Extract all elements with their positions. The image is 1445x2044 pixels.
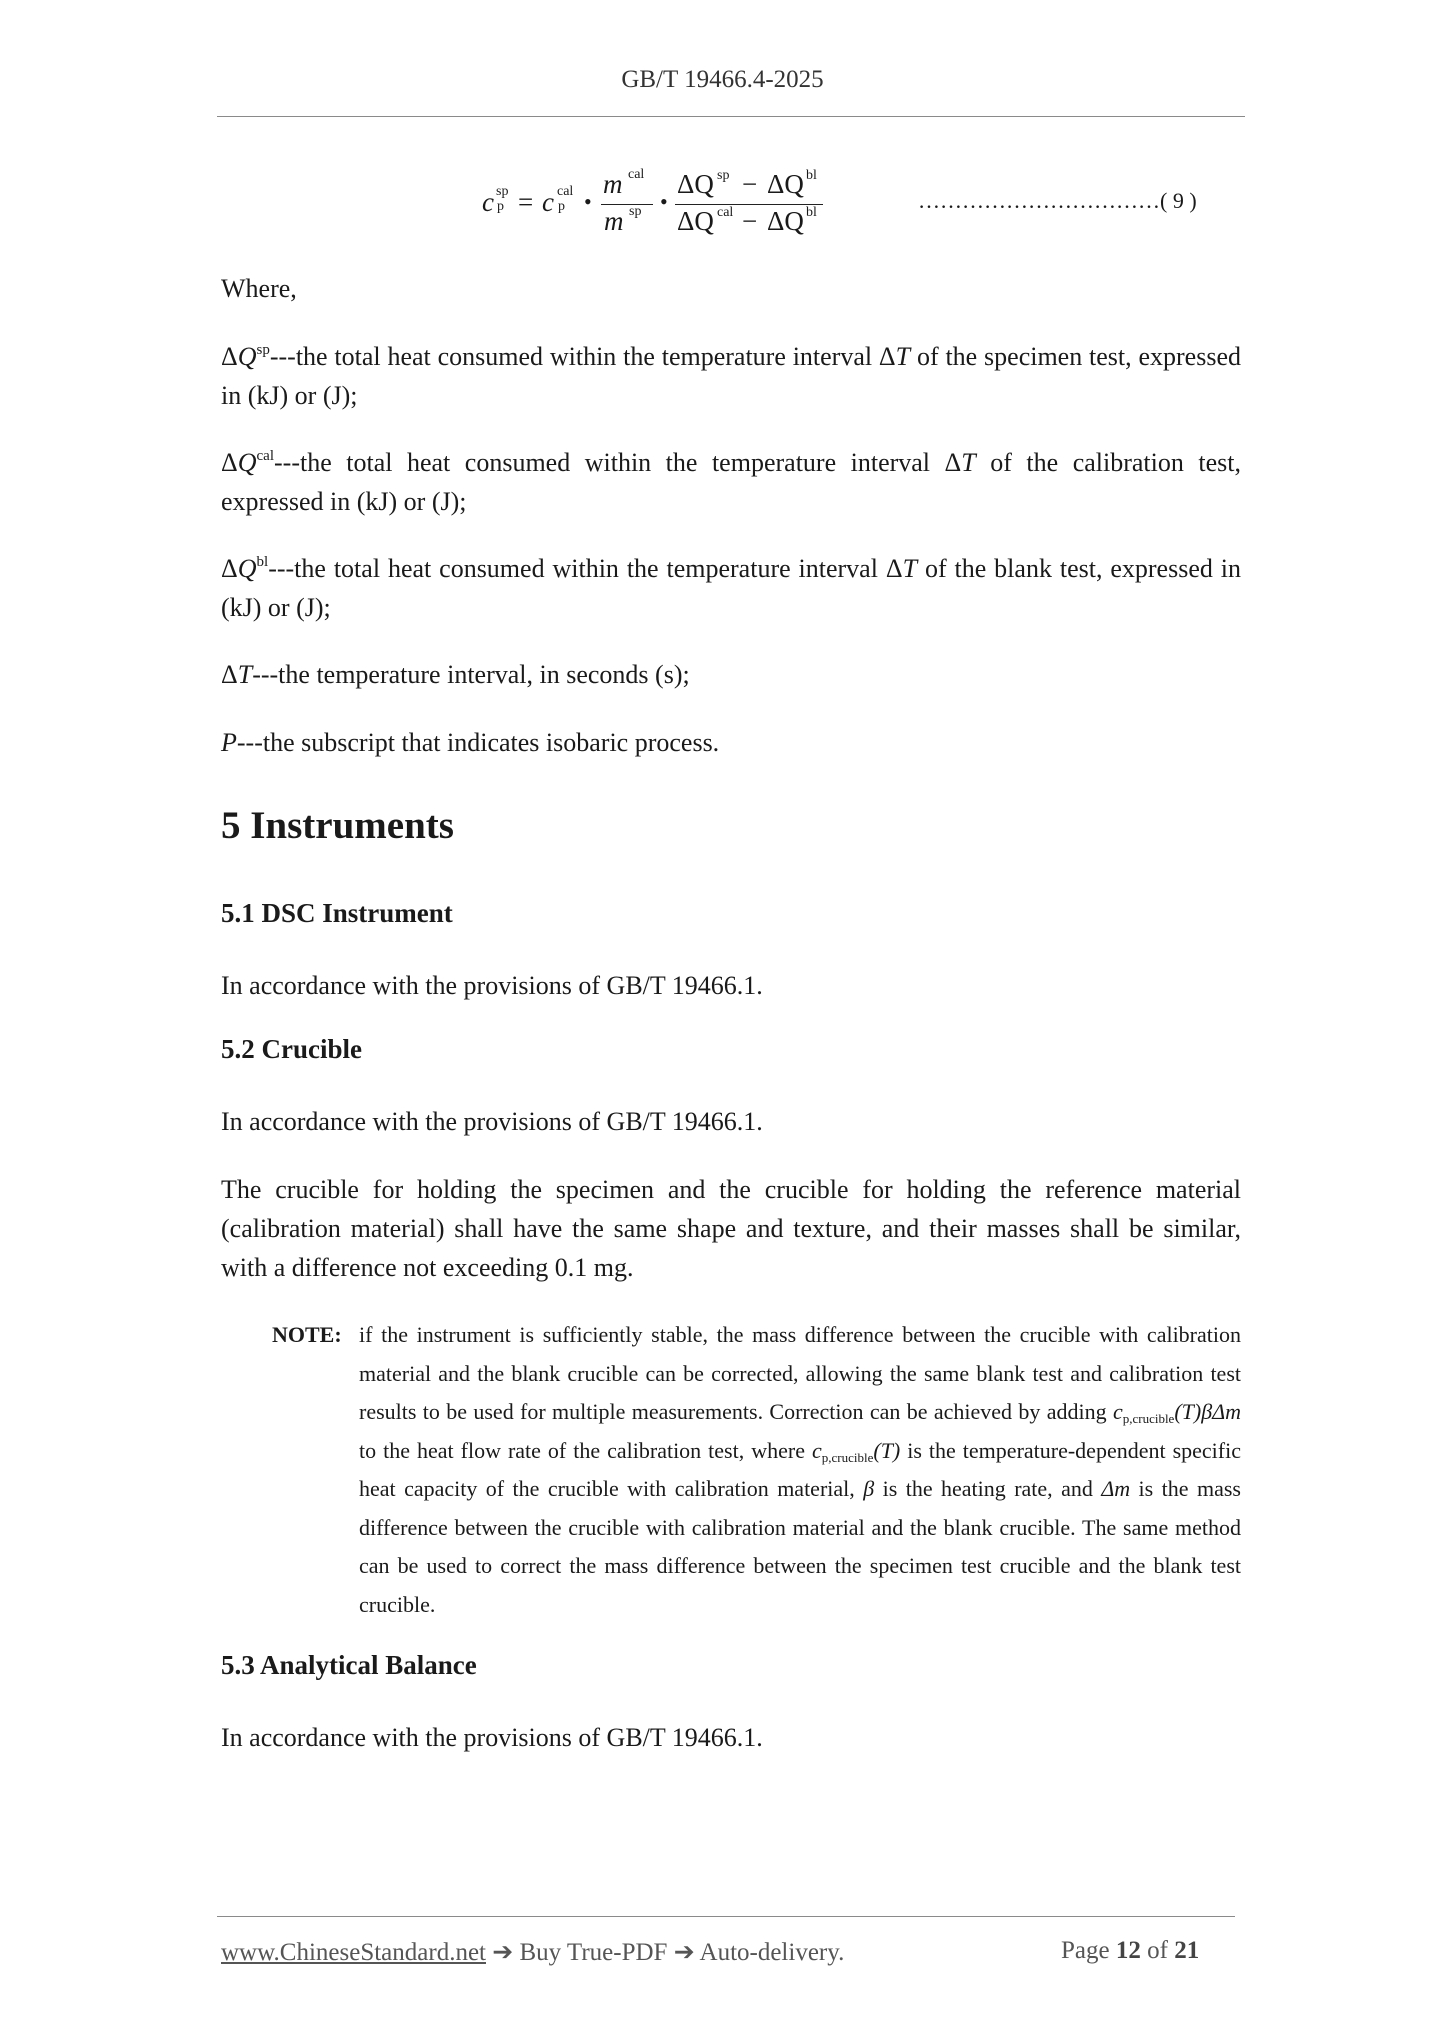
- current-page: 12: [1115, 1937, 1141, 1964]
- document-header-title: GB/T 19466.4-2025: [621, 66, 824, 93]
- equation-number: ……………………………( 9 ): [918, 188, 1197, 213]
- footer-buy: Buy True-PDF: [519, 1939, 668, 1966]
- section-5-1-heading: 5.1 DSC Instrument: [221, 898, 453, 928]
- eq-num2-minus: −: [742, 169, 758, 199]
- where-label: Where,: [221, 274, 297, 303]
- definition-delta-t: ΔT---the temperature interval, in seconds (s);: [221, 660, 690, 689]
- eq-dot-1: •: [584, 189, 592, 214]
- footer-rule: [217, 1916, 1235, 1917]
- eq-c-cal-sub: p: [558, 199, 565, 214]
- definition-delta-q-bl: $\Delta Q^{bl}--$-the total heat consumed within the temperature interval ΔT of the blank test, expressed in (kJ) or (J);: [221, 554, 1241, 622]
- eq-num2-b-sup: bl: [806, 168, 817, 183]
- eq-equals: =: [518, 187, 534, 217]
- eq-c-cal: c: [542, 187, 554, 217]
- section-5-3-heading: 5.3 Analytical Balance: [221, 1650, 477, 1680]
- eq-den2-a-sup: cal: [717, 205, 734, 220]
- definition-p: P---the subscript that indicates isobaric process.: [221, 728, 720, 757]
- eq-lhs-c: c: [482, 187, 494, 217]
- section-5-2-text-1: In accordance with the provisions of GB/T 19466.1.: [221, 1107, 763, 1136]
- eq-fraction-line-2: [675, 204, 823, 205]
- total-pages: 21: [1174, 1937, 1200, 1964]
- section-5-1-text: In accordance with the provisions of GB/T 19466.1.: [221, 971, 763, 1000]
- footer-link[interactable]: www.ChineseStandard.net: [221, 1939, 486, 1966]
- eq-num2-a-sup: sp: [717, 168, 730, 183]
- eq-dot-2: •: [660, 189, 668, 214]
- eq-num2-a: ΔQ: [677, 169, 714, 199]
- eq-den2-minus: −: [742, 206, 758, 236]
- footer-left: [221, 1937, 844, 1967]
- eq-c-cal-sup: cal: [557, 184, 574, 199]
- eq-den2-a: ΔQ: [677, 206, 714, 236]
- section-5-3-text: In accordance with the provisions of GB/T 19466.1.: [221, 1723, 763, 1752]
- eq-num1-m: m: [603, 169, 623, 199]
- eq-den1-sup: sp: [629, 204, 642, 219]
- eq-lhs-sup: sp: [496, 184, 509, 199]
- arrow-icon: ➔: [492, 1939, 514, 1966]
- eq-num1-sup: cal: [628, 167, 645, 182]
- eq-den1-m: m: [604, 206, 624, 236]
- section-5-heading: 5 Instruments: [221, 804, 454, 847]
- eq-lhs-sub: p: [497, 199, 504, 214]
- footer-delivery: Auto-delivery.: [699, 1939, 845, 1966]
- definition-delta-q-sp: $\Delta Q^{sp}--$-the total heat consumed within the temperature interval ΔT of the specimen test, expressed in (kJ) or (J);: [221, 342, 1241, 410]
- definition-delta-q-cal: $\Delta Q^{cal}--$-the total heat consumed within the temperature interval ΔT of the calibration test, expressed in (kJ) or (J);: [221, 448, 1242, 516]
- note-block: NOTE: if the instrument is sufficiently stable, the mass difference between the crucible with calibration material and the blank crucible can be corrected, allowing the same blank test and calibration test results to be used for multiple measurements. Correction can be achieved by adding $c_{p,crucible}(T)\beta\Delta m$ to the heat flow rate of the calibration test, where $c_{p,crucible}(T)$ is the temperature-dependent specific heat capacity of the crucible with calibration material, β is the heating rate, and Δm is the mass difference between the crucible with calibration material and the blank crucible. The same method can be used to correct the mass difference between the specimen test crucible and the blank test crucible.: [272, 1316, 1241, 1624]
- header-rule: [217, 116, 1245, 117]
- arrow-icon: ➔: [673, 1939, 695, 1966]
- note-label: NOTE:: [272, 1322, 342, 1347]
- eq-num2-b: ΔQ: [767, 169, 804, 199]
- footer-page-indicator: Page 12 of 21: [1061, 1937, 1200, 1964]
- section-5-2-heading: 5.2 Crucible: [221, 1034, 362, 1064]
- eq-den2-b-sup: bl: [806, 205, 817, 220]
- eq-den2-b: ΔQ: [767, 206, 804, 236]
- eq-fraction-line-1: [601, 204, 653, 205]
- section-5-2-text-2: The crucible for holding the specimen and the crucible for holding the reference material (calibration material) shall have the same shape and texture, and their masses shall be similar, with a difference not exceeding 0.1 mg.: [221, 1175, 1241, 1282]
